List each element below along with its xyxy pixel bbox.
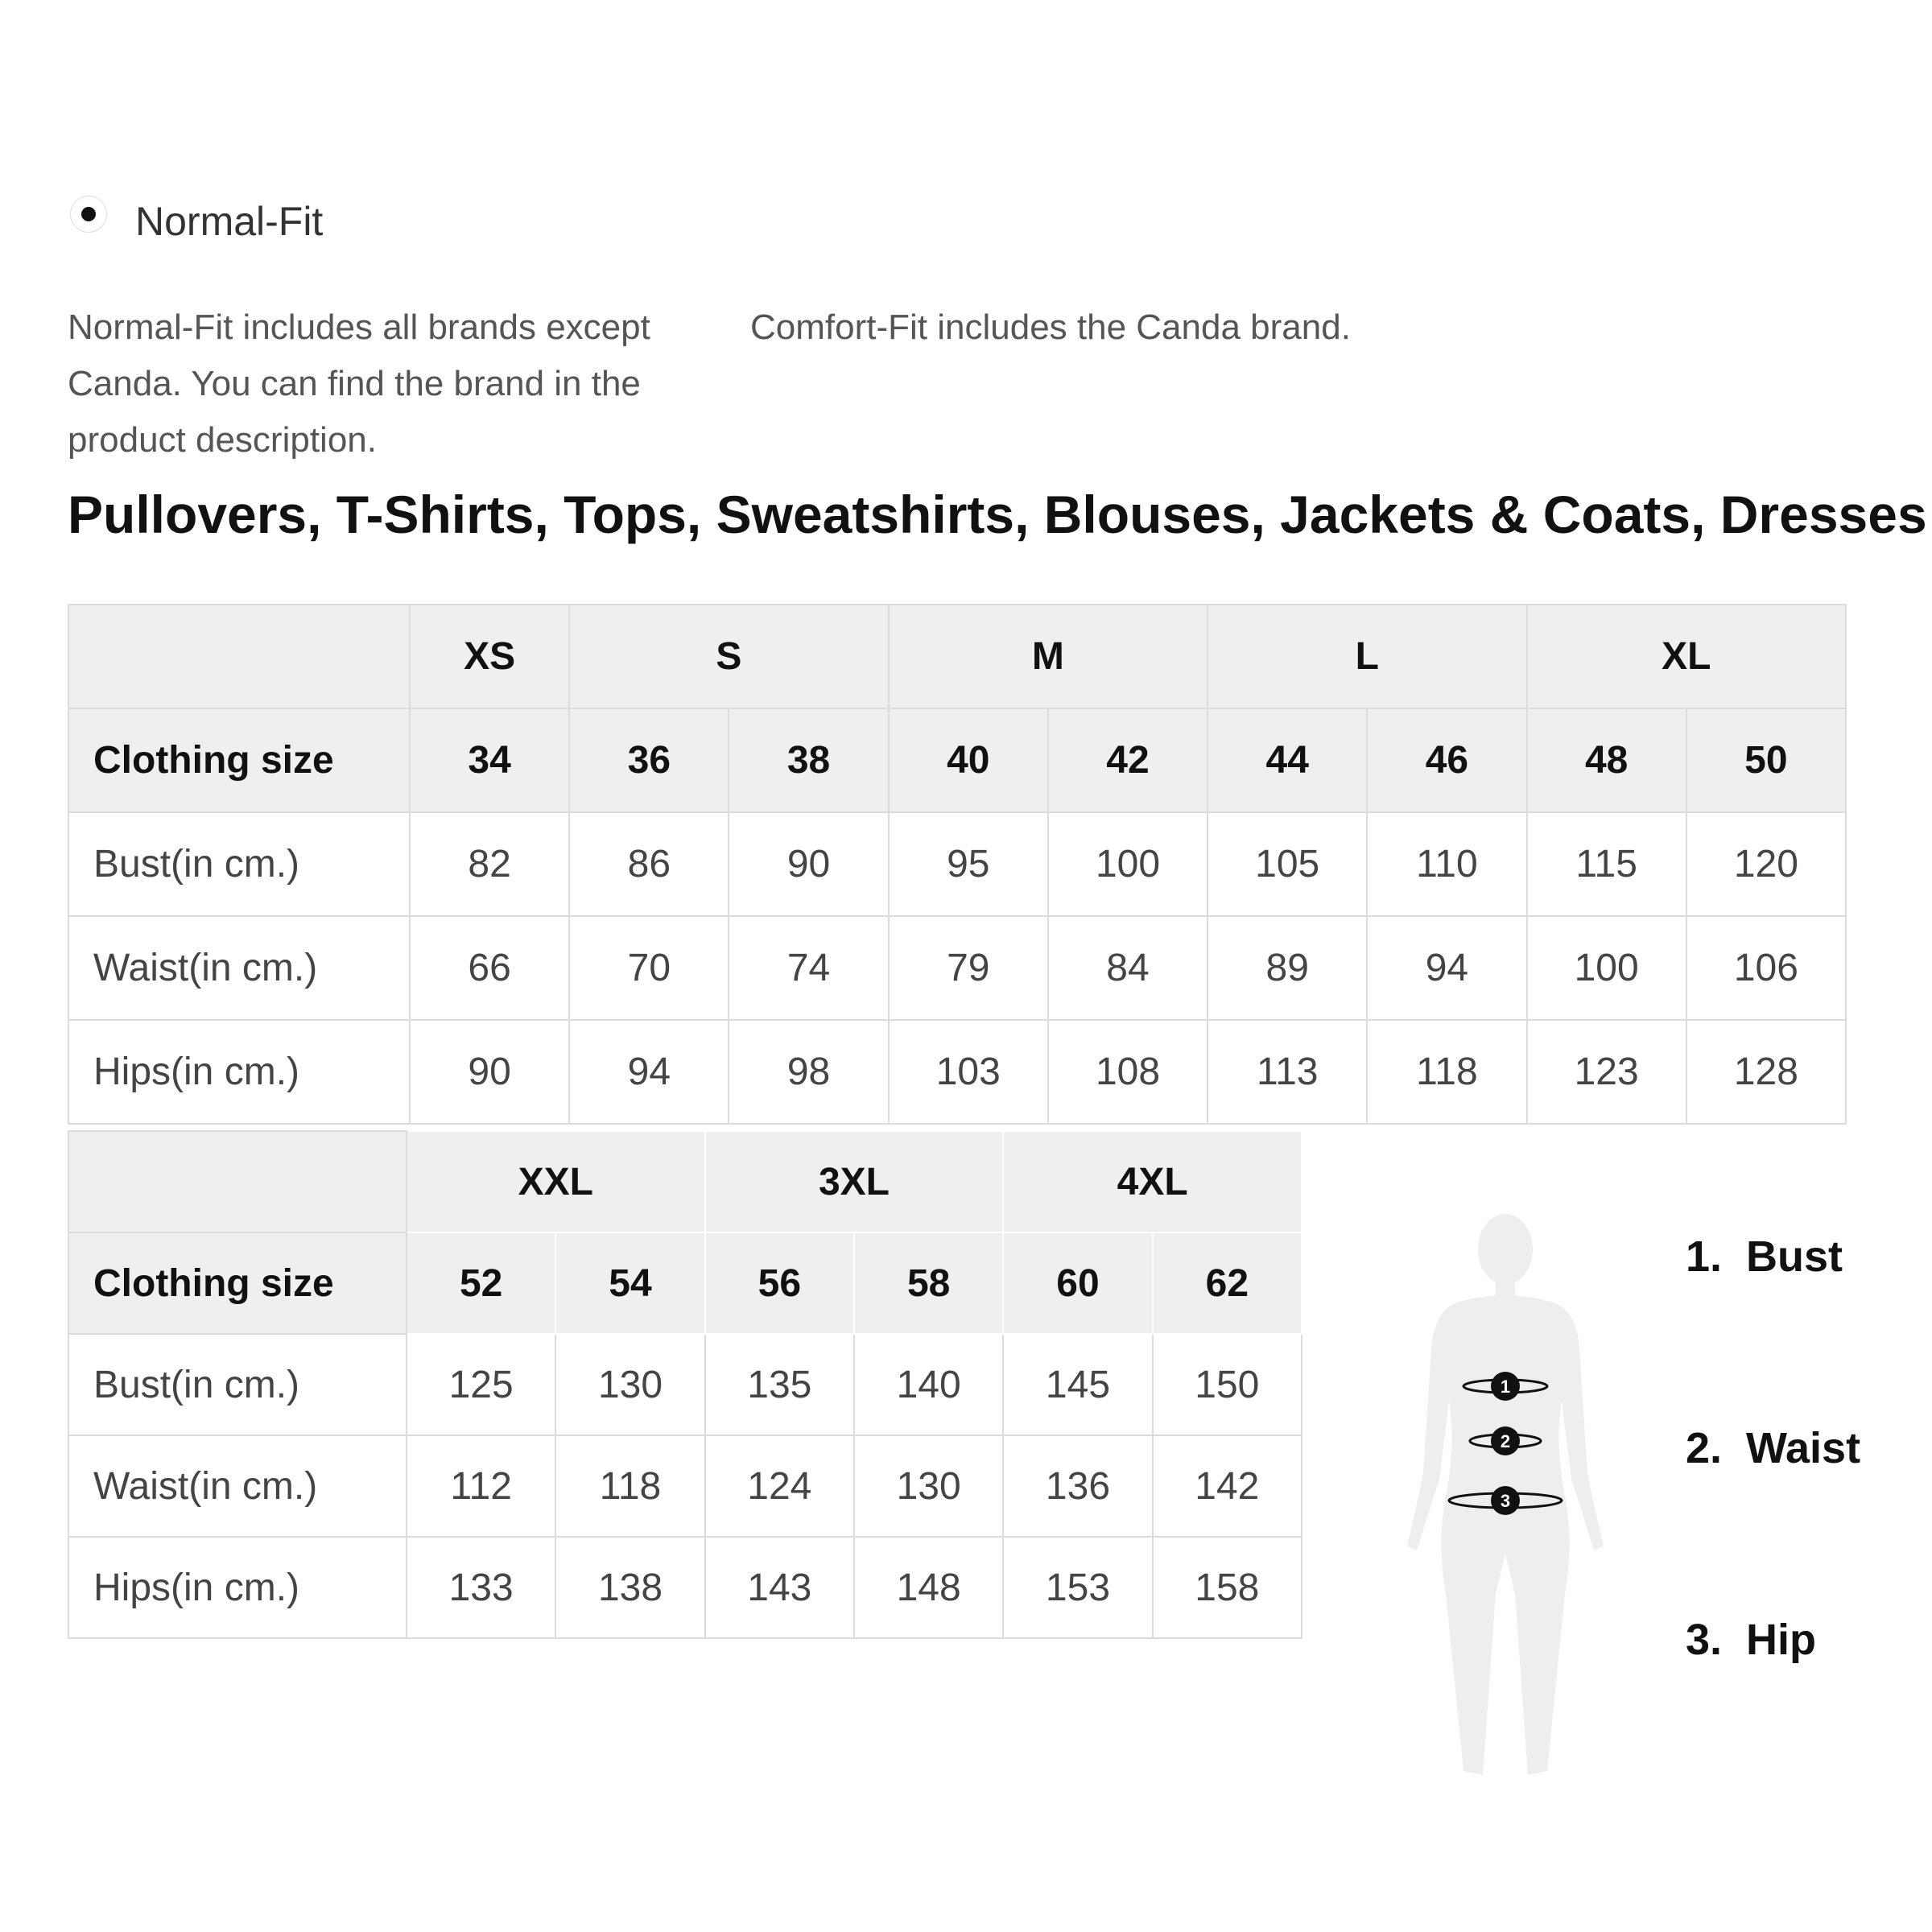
- size-group-row: [68, 605, 1846, 708]
- header-corner: [68, 605, 410, 708]
- hips-cell: 94: [569, 1020, 729, 1124]
- size-table-2: [68, 1130, 1302, 1639]
- size-cell: 42: [1048, 708, 1208, 812]
- hips-cell: 148: [854, 1537, 1003, 1638]
- hips-cell: 98: [729, 1020, 888, 1124]
- waist-cell: 142: [1153, 1435, 1302, 1537]
- waist-row: [68, 1435, 1302, 1537]
- waist-cell: 112: [407, 1435, 555, 1537]
- size-group-s: S: [569, 605, 888, 708]
- hips-row: [68, 1537, 1302, 1638]
- size-cell: 44: [1208, 708, 1367, 812]
- clothing-size-row: [68, 708, 1846, 812]
- size-group-m: M: [889, 605, 1208, 708]
- bust-cell: 115: [1527, 812, 1686, 916]
- waist-cell: 94: [1367, 916, 1526, 1020]
- size-cell: 60: [1003, 1232, 1152, 1334]
- svg-text:3: 3: [1500, 1491, 1511, 1511]
- hips-cell: 158: [1153, 1537, 1302, 1638]
- waist-cell: 79: [889, 916, 1048, 1020]
- hips-cell: 103: [889, 1020, 1048, 1124]
- bust-cell: 135: [705, 1334, 854, 1435]
- row-label-hips: Hips(in cm.): [68, 1537, 407, 1638]
- size-cell: 62: [1153, 1232, 1302, 1334]
- body-figure-illustration: [1368, 1208, 1642, 1803]
- waist-row: [68, 916, 1846, 1020]
- size-cell: 38: [729, 708, 888, 812]
- legend-waist: 2. Waist: [1686, 1424, 1861, 1472]
- size-cell: 34: [410, 708, 569, 812]
- hips-cell: 138: [555, 1537, 704, 1638]
- size-group-xs: XS: [410, 605, 569, 708]
- waist-cell: 84: [1048, 916, 1208, 1020]
- bust-cell: 110: [1367, 812, 1526, 916]
- size-group-row: [68, 1131, 1302, 1232]
- bust-row: [68, 1334, 1302, 1435]
- bust-cell: 140: [854, 1334, 1003, 1435]
- hips-cell: 133: [407, 1537, 555, 1638]
- svg-text:1: 1: [1500, 1377, 1511, 1397]
- waist-cell: 66: [410, 916, 569, 1020]
- waist-cell: 124: [705, 1435, 854, 1537]
- row-label-clothing-size: Clothing size: [68, 708, 410, 812]
- svg-text:2: 2: [1500, 1431, 1511, 1451]
- waist-cell: 70: [569, 916, 729, 1020]
- row-label-clothing-size: Clothing size: [68, 1232, 407, 1334]
- size-cell: 40: [889, 708, 1048, 812]
- category-heading: Pullovers, T-Shirts, Tops, Sweatshirts, Blouses, Jackets & Coats, Dresses: [68, 485, 1927, 544]
- bust-cell: 95: [889, 812, 1048, 916]
- hips-cell: 153: [1003, 1537, 1152, 1638]
- size-group-xl: XL: [1527, 605, 1846, 708]
- waist-cell: 100: [1527, 916, 1686, 1020]
- waist-cell: 74: [729, 916, 888, 1020]
- clothing-size-row: [68, 1232, 1302, 1334]
- radio-selected-dot: [81, 207, 96, 221]
- size-cell: 52: [407, 1232, 555, 1334]
- hips-cell: 123: [1527, 1020, 1686, 1124]
- bust-cell: 86: [569, 812, 729, 916]
- hips-cell: 108: [1048, 1020, 1208, 1124]
- bust-cell: 150: [1153, 1334, 1302, 1435]
- size-group-l: L: [1208, 605, 1526, 708]
- size-cell: 36: [569, 708, 729, 812]
- row-label-bust: Bust(in cm.): [68, 1334, 407, 1435]
- hips-cell: 128: [1686, 1020, 1846, 1124]
- size-cell: 50: [1686, 708, 1846, 812]
- waist-cell: 118: [555, 1435, 704, 1537]
- size-cell: 58: [854, 1232, 1003, 1334]
- comfort-fit-description: Comfort-Fit includes the Canda brand.: [750, 308, 1351, 347]
- bust-cell: 105: [1208, 812, 1367, 916]
- hips-cell: 113: [1208, 1020, 1367, 1124]
- normal-fit-label[interactable]: Normal-Fit: [135, 199, 324, 244]
- bust-row: [68, 812, 1846, 916]
- bust-cell: 145: [1003, 1334, 1152, 1435]
- size-group-xxl: XXL: [407, 1131, 705, 1232]
- hips-cell: 118: [1367, 1020, 1526, 1124]
- normal-fit-radio[interactable]: [71, 196, 106, 232]
- row-label-waist: Waist(in cm.): [68, 1435, 407, 1537]
- row-label-hips: Hips(in cm.): [68, 1020, 410, 1124]
- waist-cell: 130: [854, 1435, 1003, 1537]
- legend-hip: 3. Hip: [1686, 1616, 1817, 1664]
- bust-cell: 125: [407, 1334, 555, 1435]
- size-group-4xl: 4XL: [1003, 1131, 1302, 1232]
- size-table-1: [68, 604, 1847, 1125]
- bust-cell: 90: [729, 812, 888, 916]
- hips-cell: 143: [705, 1537, 854, 1638]
- size-cell: 54: [555, 1232, 704, 1334]
- waist-cell: 106: [1686, 916, 1846, 1020]
- hips-row: [68, 1020, 1846, 1124]
- header-corner: [68, 1131, 407, 1232]
- bust-cell: 82: [410, 812, 569, 916]
- row-label-waist: Waist(in cm.): [68, 916, 410, 1020]
- waist-cell: 89: [1208, 916, 1367, 1020]
- size-cell: 46: [1367, 708, 1526, 812]
- waist-cell: 136: [1003, 1435, 1152, 1537]
- normal-fit-description: Normal-Fit includes all brands except Canda. You can find the brand in the product description.: [68, 308, 650, 460]
- row-label-bust: Bust(in cm.): [68, 812, 410, 916]
- bust-cell: 130: [555, 1334, 704, 1435]
- bust-cell: 100: [1048, 812, 1208, 916]
- size-cell: 48: [1527, 708, 1686, 812]
- bust-cell: 120: [1686, 812, 1846, 916]
- size-cell: 56: [705, 1232, 854, 1334]
- legend-bust: 1. Bust: [1686, 1232, 1843, 1281]
- size-group-3xl: 3XL: [705, 1131, 1004, 1232]
- hips-cell: 90: [410, 1020, 569, 1124]
